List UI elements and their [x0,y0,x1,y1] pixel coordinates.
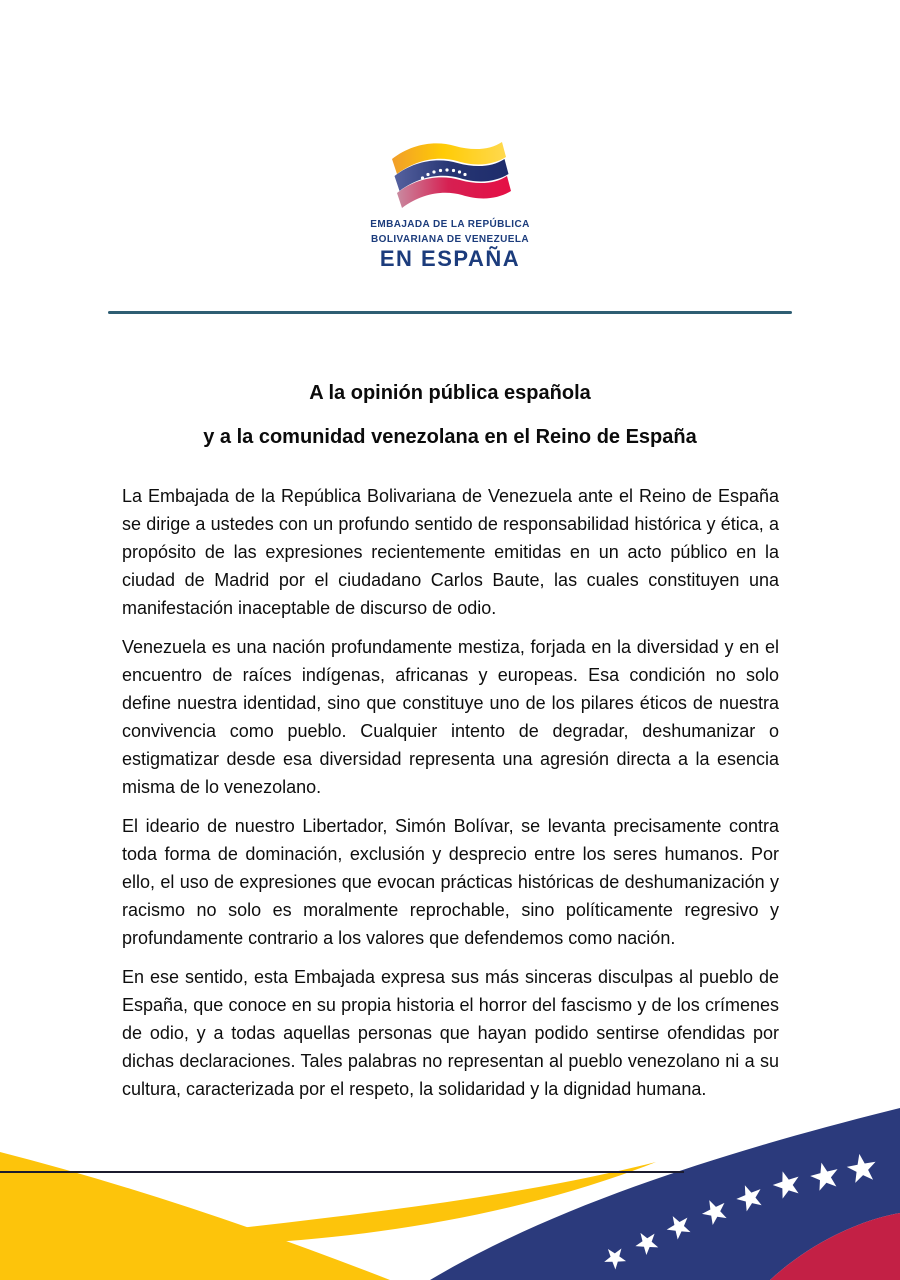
paragraph-3: El ideario de nuestro Libertador, Simón Bolívar, se levanta precisamente contra toda forma de dominación, exclusión y desprecio entre los seres humanos. Por ello, el uso de expresiones que evocan prácticas históricas de deshumanización y racismo no solo es moralmente reprochable, sino políticamente regresivo y profundamente contrario a los valores que defendemos como nación. [122,816,779,948]
paragraph-1: La Embajada de la República Bolivariana de Venezuela ante el Reino de España se dirige a ustedes con un profundo sentido de responsabilidad histórica y ética, a propósito de las expresiones recientemente emitidas en un acto público en la ciudad de Madrid por el ciudadano Carlos Baute, las cuales constituyen una manifestación inaceptable de discurso de odio. [122,486,779,618]
letter-title-line2: y a la comunidad venezolana en el Reino de España [203,426,697,449]
letter-body [122,482,779,1114]
embassy-name-line1: EMBAJADA DE LA REPÚBLICA [370,219,530,230]
footer-flag-decoration [0,1080,900,1280]
header-divider [108,311,792,314]
embassy-name-line2: BOLIVARIANA DE VENEZUELA [371,234,529,245]
letter-title [0,383,900,471]
embassy-logo [0,136,900,271]
paragraph-4: En ese sentido, esta Embajada expresa sus más sinceras disculpas al pueblo de España, que conoce en su propia historia el horror del fascismo y de los crímenes de odio, y a todas aquellas personas que hayan podido sentirse ofendidas por dichas declaraciones. Tales palabras no representan al pueblo venezolano ni a su cultura, caracterizada por el respeto, la solidaridad y la dignidad humana. [122,967,779,1099]
embassy-name-country: EN ESPAÑA [379,246,521,271]
letter-title-line1: A la opinión pública española [309,382,591,405]
footer-divider [0,1171,684,1173]
venezuela-flag-logo [389,136,511,216]
paragraph-2: Venezuela es una nación profundamente mestiza, forjada en la diversidad y en el encuentro de raíces indígenas, africanas y europeas. Esa condición no solo define nuestra identidad, sino que constituye uno de los pilares éticos de nuestra convivencia como pueblo. Cualquier intento de degradar, deshumanizar o estigmatizar desde esa diversidad representa una agresión directa a la esencia misma de lo venezolano. [122,637,779,797]
